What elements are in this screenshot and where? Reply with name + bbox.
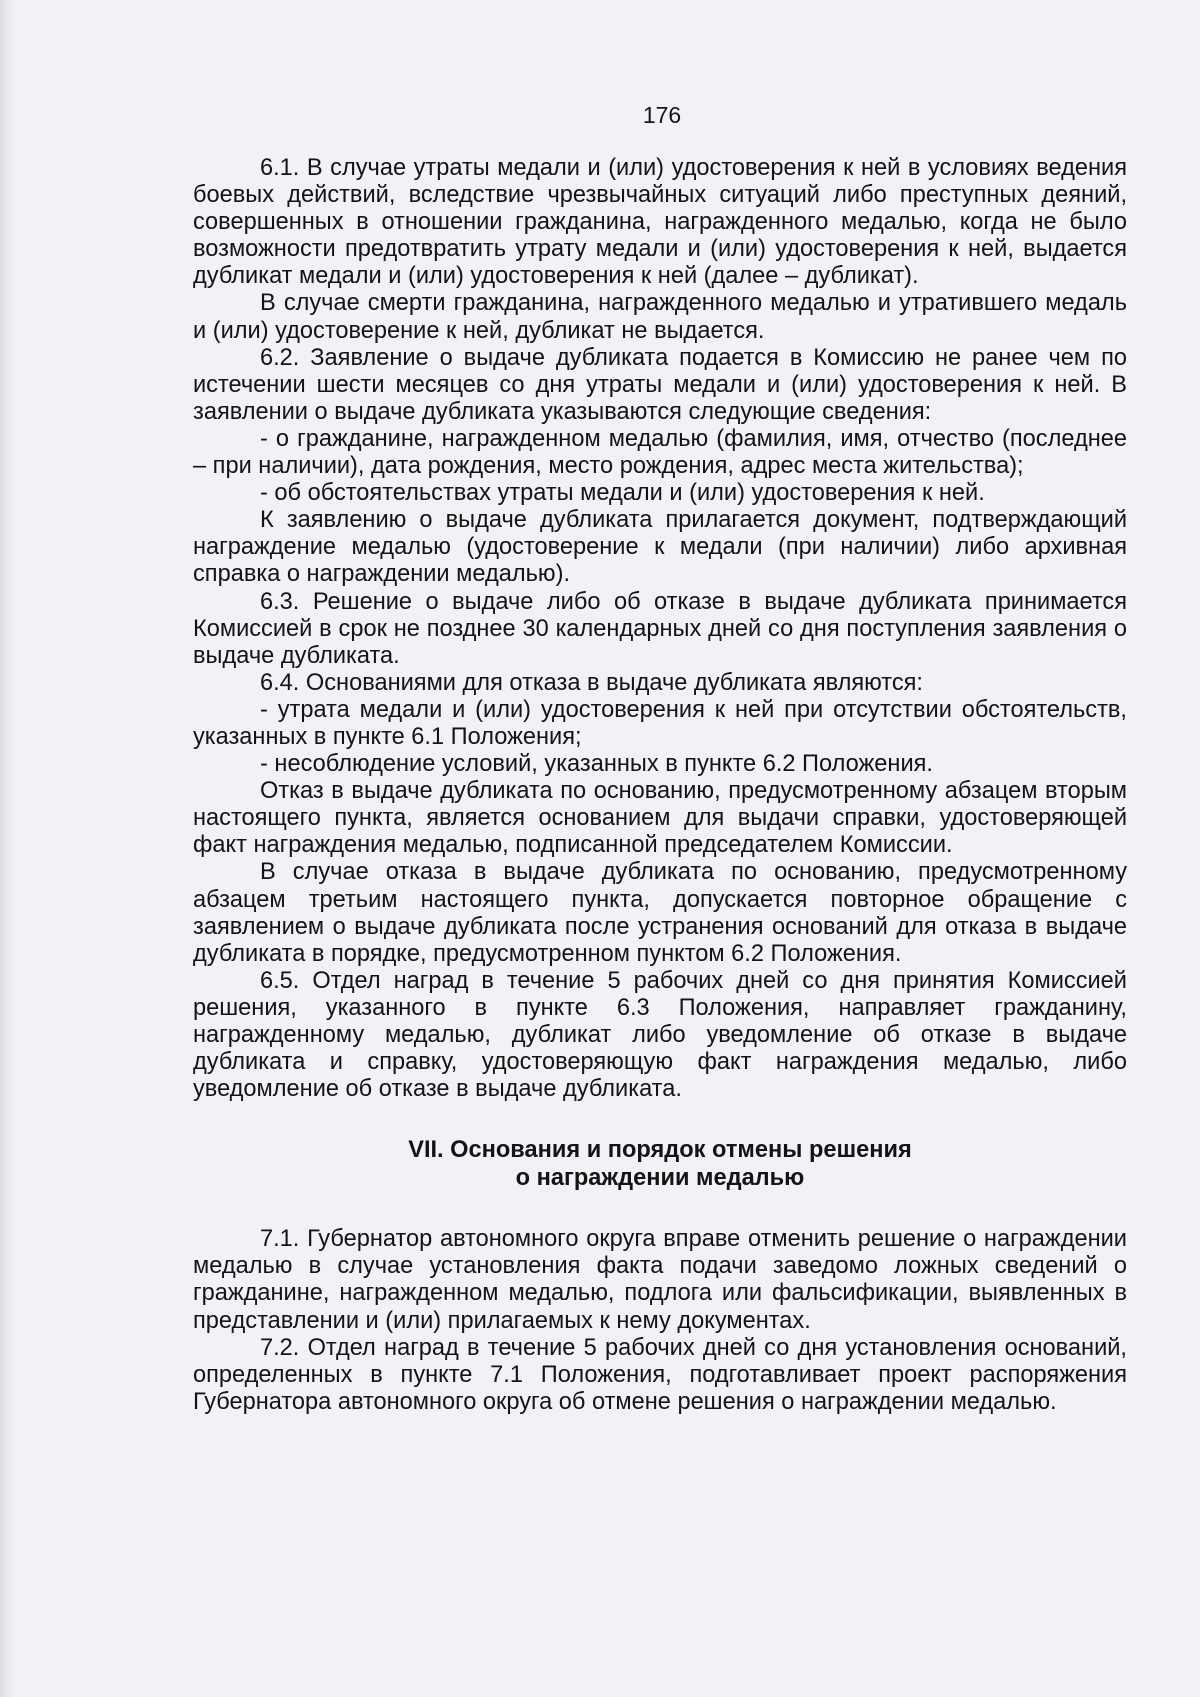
paragraph-7-2: 7.2. Отдел наград в течение 5 рабочих дней со дня установления оснований, определенных в пункте 7.1 Положения, подготавливает проект распоряжения Губернатора автономного округа об отмене решения о награждении медалью. (193, 1334, 1127, 1415)
section-heading (193, 1137, 1127, 1192)
paragraph-6-4-refusal-third: В случае отказа в выдаче дубликата по основанию, предусмотренному абзацем третьим настоящего пункта, допускается повторное обращение с заявлением о выдаче дубликата после устранения оснований для отказа в выдаче дубликата в порядке, предусмотренном пунктом 6.2 Положения. (193, 859, 1127, 967)
paragraph-6-3: 6.3. Решение о выдаче либо об отказе в выдаче дубликата принимается Комиссией в срок не позднее 30 календарных дней со дня поступления заявления о выдаче дубликата. (193, 588, 1127, 669)
list-item-noncompliance: - несоблюдение условий, указанных в пункте 6.2 Положения. (260, 751, 933, 778)
paragraph-6-4-refusal-second: Отказ в выдаче дубликата по основанию, предусмотренному абзацем вторым настоящего пункта, является основанием для выдачи справки, удостоверяющей факт награждения медалью, подписанной председателем Комиссии. (193, 778, 1127, 859)
page-number: 176 (642, 102, 682, 128)
list-item-loss-without-circumstances: - утрата медали и (или) удостоверения к ней при отсутствии обстоятельств, указанных в пункте 6.1 Положения; (193, 696, 1127, 750)
paragraph-6-2: 6.2. Заявление о выдаче дубликата подается в Комиссию не ранее чем по истечении шести месяцев со дня утраты медали и (или) удостоверения к ней. В заявлении о выдаче дубликата указываются следующие сведения: (193, 344, 1127, 425)
paragraph-7-1: 7.1. Губернатор автономного округа вправе отменить решение о награждении медалью в случае установления факта подачи заведомо ложных сведений о гражданине, награжденном медалью, подлога или фальсификации, выявленных в представлении и (или) прилагаемых к нему документах. (193, 1226, 1127, 1334)
section-heading-line-1: VII. Основания и порядок отмены решения (408, 1137, 912, 1164)
paragraph-6-2-attachment: К заявлению о выдаче дубликата прилагается документ, подтверждающий награждение медалью (удостоверение к медали (при наличии) либо архивная справка о награждении медалью). (193, 507, 1127, 588)
list-item-citizen-info: - о гражданине, награжденном медалью (фамилия, имя, отчество (последнее – при наличии), дата рождения, место рождения, адрес места жительства); (193, 425, 1127, 480)
document-body (193, 155, 1127, 1416)
list-item-loss-circumstances: - об обстоятельствах утраты медали и (или) удостоверения к ней. (260, 480, 985, 507)
paragraph-6-1: 6.1. В случае утраты медали и (или) удостоверения к ней в условиях ведения боевых действий, вследствие чрезвычайных ситуаций либо преступных деяний, совершенных в отношении гражданина, награжденного медалью, когда не было возможности предотвратить утрату медали и (или) удостоверения к ней, выдается дубликат медали и (или) удостоверения к ней (далее – дубликат). (193, 155, 1127, 290)
paragraph-6-4: 6.4. Основаниями для отказа в выдаче дубликата являются: (260, 669, 923, 696)
paragraph-6-5: 6.5. Отдел наград в течение 5 рабочих дней со дня принятия Комиссией решения, указанного в пункте 6.3 Положения, направляет гражданину, награжденному медалью, дубликат либо уведомление об отказе в выдаче дубликата и справку, удостоверяющую факт награждения медалью, либо уведомление об отказе в выдаче дубликата. (193, 967, 1127, 1103)
paragraph-6-1-death: В случае смерти гражданина, награжденного медалью и утратившего медаль и (или) удостоверение к ней, дубликат не выдается. (193, 290, 1127, 344)
section-heading-line-2: о награждении медалью (515, 1164, 805, 1191)
